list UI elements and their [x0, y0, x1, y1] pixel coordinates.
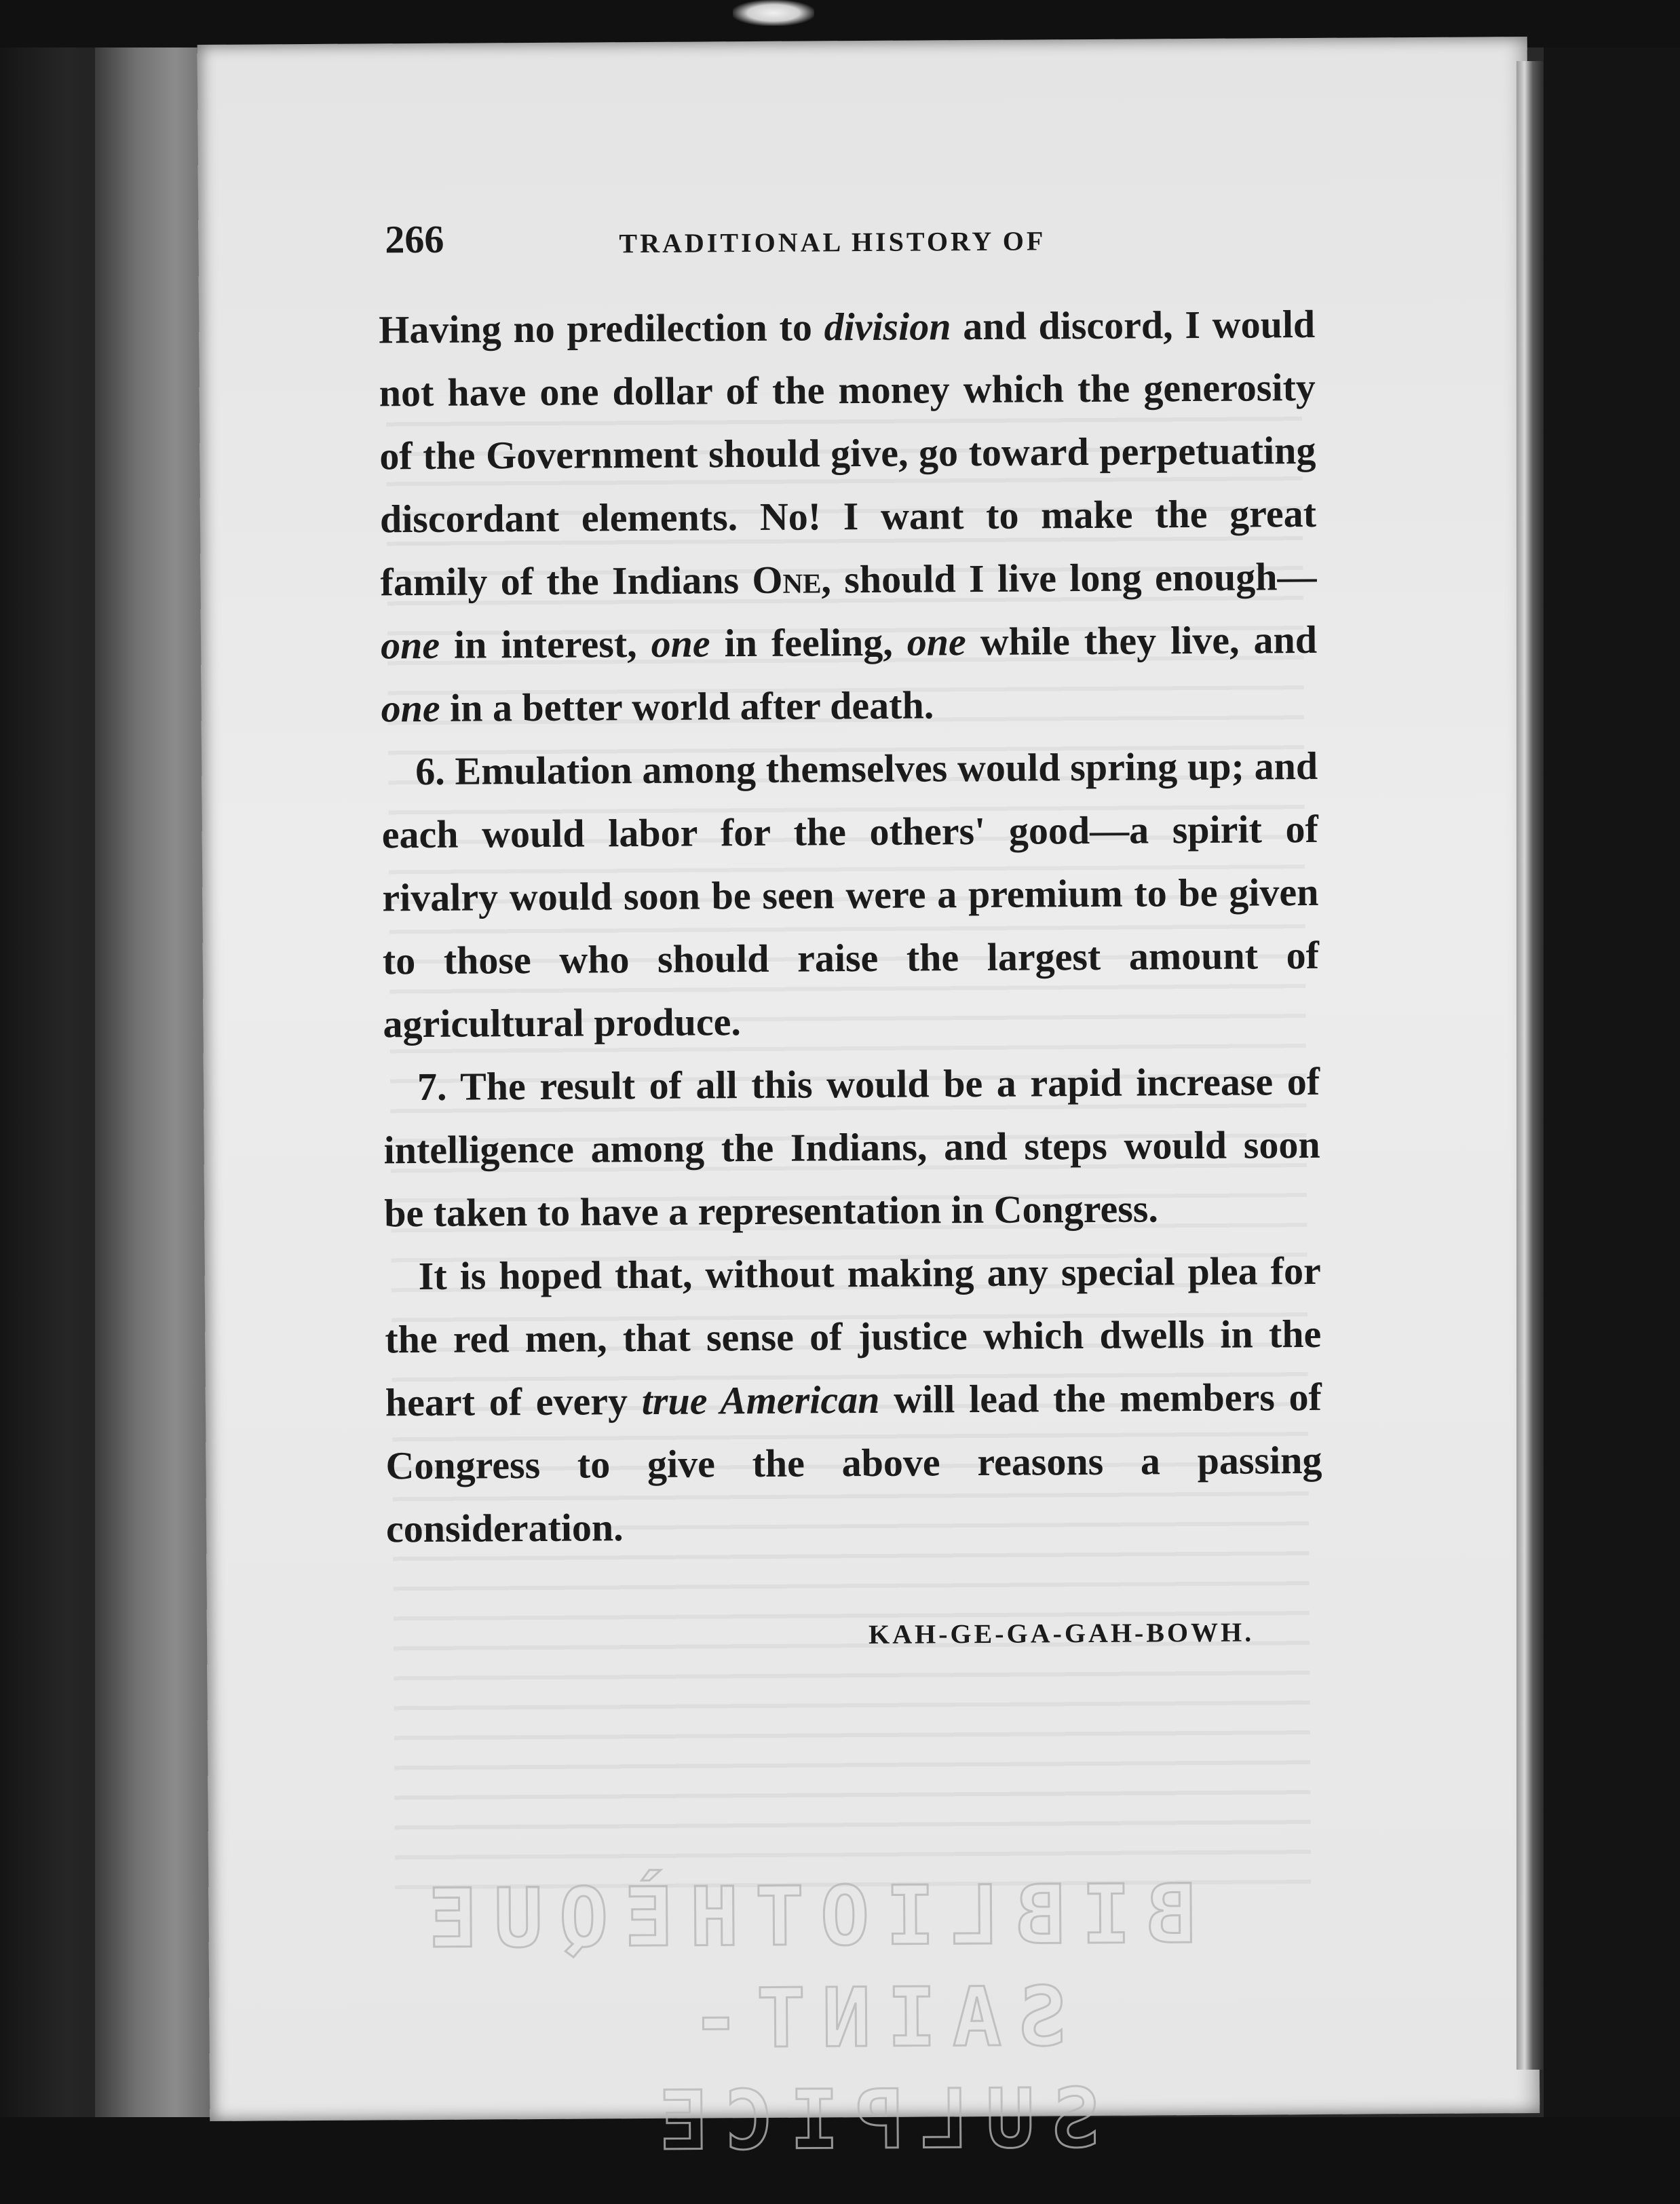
paragraph — [381, 734, 1320, 1055]
text-segment: 7. The result of all this would be a rapid increase of intelligence among the Indians, and steps would soon be taken to have a representation in Congress. — [383, 1059, 1320, 1236]
text-segment: true American — [641, 1377, 880, 1424]
text-segment: will lead the members of Congress to give the above reasons a passing consideration. — [385, 1374, 1322, 1551]
book-page — [197, 37, 1540, 2169]
text-segment: one — [906, 620, 966, 664]
paragraph — [383, 1050, 1321, 1244]
stamp-line-2: SAINT-SULPICE — [643, 1970, 1101, 2169]
text-segment: in feeling, — [710, 620, 907, 666]
library-perforation-stamp — [412, 1864, 1198, 2173]
text-segment: while they live, and — [966, 617, 1318, 664]
book-page-edges — [95, 48, 210, 2117]
text-segment: one — [381, 685, 440, 731]
text-segment: in interest, — [439, 621, 651, 667]
stamp-line-1: BIBLIOTHÈQUE — [412, 1867, 1196, 1967]
text-segment: Having no predilection to — [379, 305, 824, 352]
scan-right-margin — [1544, 48, 1680, 2151]
running-title: TRADITIONAL HISTORY OF — [619, 225, 1046, 259]
page-number: 266 — [385, 216, 444, 262]
text-segment: One — [752, 557, 822, 603]
text-segment: in a better world after death. — [440, 683, 934, 730]
author-signature: KAH-GE-GA-GAH-BOWH. — [868, 1616, 1255, 1650]
book-spine-gutter — [1516, 61, 1544, 2070]
running-head — [385, 211, 1335, 271]
text-segment: and discord, I would not have one dollar of the money which the generosity of the Government should give, go toward perpetuating discordant elements. No! I want to make the great family of the Indians — [379, 301, 1317, 605]
text-segment: one — [651, 621, 710, 666]
paragraph — [379, 292, 1318, 740]
paragraph — [384, 1239, 1322, 1560]
text-segment: division — [824, 304, 951, 349]
text-segment: It is hoped that, without making any special plea for the red men, that sense of justice which dwells in the heart of every — [385, 1248, 1322, 1425]
body-text — [379, 292, 1322, 1560]
text-segment: 6. Emulation among themselves would spring up; and each would labor for the others' good—a spirit of rivalry would soon be seen were a premium to be given to those who should raise the largest amount of agricultural produce. — [381, 743, 1320, 1046]
text-segment: one — [380, 622, 440, 668]
text-segment: , should I live long enough— — [821, 554, 1317, 602]
